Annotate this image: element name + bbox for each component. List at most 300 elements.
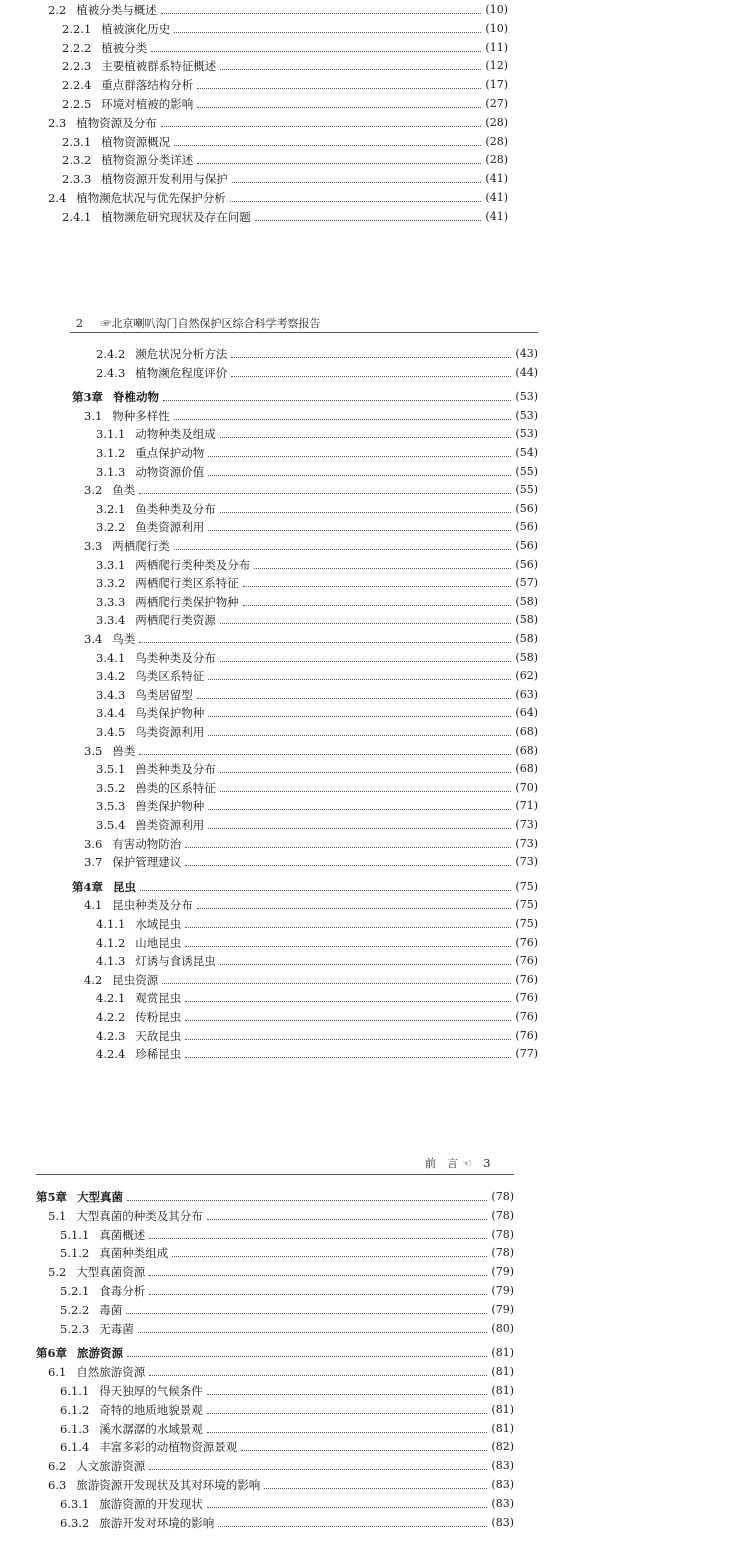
toc-entry [96,593,538,611]
toc-entry-number: 4.1.2 [96,935,126,950]
running-head-right [425,1154,490,1174]
toc-entry-title: 植被分类与概述 [76,3,157,17]
page-number: 2 [76,317,83,330]
toc-entry-number: 6.3.2 [60,1515,90,1530]
dot-leader [126,1312,487,1314]
toc-entry [96,500,538,518]
toc-entry-page: (76) [515,991,538,1005]
toc-entry [96,667,538,685]
toc-entry-page: (53) [515,408,538,422]
toc-entry-number: 5.1 [48,1208,67,1223]
toc-entry-title: 鱼类资源利用 [135,520,205,535]
toc-entry-page: (73) [515,836,538,850]
toc-entry-title: 人文旅游资源 [76,1459,146,1474]
dot-leader [185,1038,511,1040]
pointing-hand-icon: ☞ [100,317,112,330]
dot-leader [207,1412,488,1414]
toc-entry-title: 植物资源分类详述 [101,153,194,168]
toc-entry-number: 2.4 [48,191,67,205]
toc-entry-number: 4.1.1 [96,917,126,931]
toc-entry [48,1476,514,1494]
toc-entry [48,114,508,132]
toc-entry-title: 无毒菌 [99,1321,134,1336]
toc-entry-page: (57) [515,576,538,590]
toc-entry-title: 奇特的地质地貌景观 [99,1402,203,1417]
toc-entry-page: (76) [515,954,538,968]
toc-entry-page: (56) [515,501,538,515]
toc-entry-number: 3.2.2 [96,520,126,535]
toc-entry-page: (76) [515,972,538,986]
toc-entry [96,345,538,363]
toc-entry [62,20,508,38]
dot-leader [149,1374,487,1376]
toc-entry-number: 6.1.4 [60,1440,90,1455]
toc-entry-page: (28) [485,134,508,148]
toc-entry-title: 脊椎动物 [113,390,160,405]
toc-entry-number: 6.3.1 [60,1496,90,1511]
toc-entry-page: (73) [515,855,538,869]
toc-entry [96,518,538,536]
dot-leader [162,982,511,984]
dot-leader [220,771,512,773]
toc-entry [96,444,538,462]
dot-leader [149,1237,487,1239]
toc-entry [60,1420,514,1438]
toc-entry-number: 3.1.3 [96,464,126,479]
toc-entry-number: 3.3 [84,539,103,553]
toc-entry [96,816,538,834]
toc-entry-page: (76) [515,1028,538,1042]
toc-entry-page: (78) [491,1208,514,1222]
toc-entry-page: (78) [491,1246,514,1260]
toc-entry [48,1363,514,1381]
toc-entry-title: 兽类种类及分布 [135,762,216,777]
toc-entry-title: 动物资源价值 [135,464,205,479]
toc-entry-title: 两栖爬行类 [112,539,170,553]
toc-entry-title: 真菌种类组成 [99,1246,169,1261]
toc-entry-page: (55) [515,483,538,497]
toc-entry-page: (58) [515,594,538,608]
dot-leader [241,1449,487,1451]
toc-entry-title: 物种多样性 [112,408,170,423]
dot-leader [149,1274,487,1276]
toc-entry-page: (81) [491,1346,514,1360]
toc-entry-number: 4.2 [84,972,103,987]
toc-entry-page: (81) [491,1365,514,1379]
toc-entry-page: (73) [515,818,538,831]
dot-leader [185,1056,511,1058]
toc-entry [62,133,508,151]
toc-entry [60,1301,514,1319]
toc-entry [60,1282,514,1300]
toc-entry [62,57,508,75]
dot-leader [220,511,512,513]
toc-entry-number: 3.5.1 [96,762,126,777]
dot-leader [230,200,482,202]
toc-entry-page: (56) [515,557,538,571]
toc-entry-title: 传粉昆虫 [135,1010,182,1024]
toc-entry-title: 鸟类 [112,632,136,646]
dot-leader [151,50,481,52]
toc-entry [60,1226,514,1244]
toc-entry-title: 昆虫种类及分布 [112,898,193,913]
toc-entry-page: (79) [491,1284,514,1297]
toc-chapter-entry [36,1344,514,1362]
toc-entry-page: (80) [491,1321,514,1335]
toc-entry-title: 植被分类 [101,40,148,55]
toc-entry-number: 6.1.3 [60,1421,90,1436]
toc-entry [96,797,538,815]
toc-entry-title: 环境对植被的影响 [101,97,194,111]
toc-entry-title: 重点群落结构分析 [101,78,194,93]
toc-entry-page: (76) [515,1010,538,1023]
toc-entry-page: (83) [491,1515,514,1529]
toc-entry-number: 3.1 [84,408,103,423]
dot-leader [220,790,512,792]
toc-entry-number: 3.4.4 [96,706,126,721]
dot-leader [197,907,512,909]
toc-entry-title: 昆虫 [113,879,137,894]
toc-entry [96,760,538,778]
toc-entry-title: 植物资源开发利用与保护 [101,172,228,187]
toc-entry-title: 得天独厚的气候条件 [99,1384,203,1398]
toc-entry-number: 2.2.5 [62,97,92,111]
toc-entry-number: 3.4.2 [96,669,126,684]
toc-entry-title: 鸟类居留型 [135,687,193,702]
toc-entry-title: 植物濒危研究现状及存在问题 [101,209,251,224]
toc-entry-page: (68) [515,725,538,738]
toc-entry-number: 2.3 [48,115,67,130]
dot-leader [254,567,511,569]
toc-entry-number: 2.3.2 [62,153,92,168]
toc-entry [84,630,538,648]
toc-entry-page: (56) [515,520,538,534]
page-number: 3 [483,1157,491,1170]
toc-entry-title: 大型真菌资源 [76,1265,146,1280]
toc-entry-page: (28) [485,153,508,167]
toc-entry-title: 毒菌 [99,1302,123,1317]
toc-entry-title: 鸟类保护物种 [135,706,205,721]
toc-entry-page: (78) [491,1190,514,1203]
toc-entry-title: 兽类资源利用 [135,818,205,832]
toc-entry-title: 山地昆虫 [135,935,182,950]
dot-leader [197,697,512,699]
toc-entry [84,835,538,853]
toc-entry-page: (53) [515,390,538,404]
dot-leader [163,399,511,401]
toc-entry-number: 第6章 [36,1346,68,1361]
toc-entry-title: 鱼类 [112,483,136,498]
toc-entry [60,1495,514,1513]
toc-entry-number: 3.2 [84,483,103,498]
toc-entry [96,934,538,952]
toc-entry-title: 兽类保护物种 [135,799,205,814]
dot-leader [208,827,511,829]
toc-entry-number: 4.2.1 [96,991,126,1006]
section-title: 前 言 [425,1157,458,1170]
toc-entry-number: 第3章 [72,390,104,405]
dot-leader [208,715,511,717]
toc-entry [84,853,538,871]
toc-entry-number: 3.1.2 [96,446,126,460]
toc-entry-number: 6.1.2 [60,1402,90,1417]
toc-entry-title: 旅游资源开发现状及其对环境的影响 [76,1478,261,1492]
dot-leader [218,1525,487,1527]
dot-leader [255,219,482,221]
toc-entry-title: 鸟类资源利用 [135,725,205,739]
toc-entry [84,537,538,555]
toc-entry-number: 2.4.2 [96,347,126,361]
toc-entry-page: (77) [515,1047,538,1061]
toc-entry [48,1263,514,1281]
toc-entry [60,1244,514,1262]
dot-leader [149,1468,487,1470]
toc-entry-title: 植被演化历史 [101,21,171,36]
toc-entry-number: 4.2.4 [96,1047,126,1062]
dot-leader [220,622,512,624]
toc-entry-page: (83) [491,1459,514,1473]
toc-entry-number: 第4章 [72,879,104,894]
pointing-hand-left-icon: ☜ [462,1157,472,1170]
dot-leader [185,926,511,928]
toc-entry [62,151,508,169]
toc-entry-number: 2.4.1 [62,209,92,224]
dot-leader [185,846,511,848]
toc-entry-title: 两栖爬行类区系特征 [135,576,239,591]
dot-leader [197,162,481,164]
dot-leader [185,1000,511,1002]
dot-leader [174,548,512,550]
toc-entry-number: 3.3.3 [96,594,126,609]
toc-entry-title: 天敌昆虫 [135,1028,182,1043]
toc-entry-number: 6.2 [48,1459,67,1474]
toc-entry-number: 3.5 [84,743,103,758]
toc-entry-page: (10) [485,3,508,16]
toc-entry-number: 5.2.2 [60,1302,90,1317]
toc-entry-title: 观赏昆虫 [135,991,182,1006]
toc-entry-number: 3.6 [84,836,103,851]
toc-entry-title: 重点保护动物 [135,446,205,460]
dot-leader [185,864,511,866]
toc-entry-page: (17) [485,78,508,92]
toc-entry [96,425,538,443]
toc-entry-page: (58) [515,632,538,645]
toc-entry-title: 旅游资源的开发现状 [99,1496,203,1511]
toc-entry-title: 食毒分析 [99,1284,146,1298]
dot-leader [185,945,511,947]
toc-entry [62,76,508,94]
toc-entry [84,896,538,914]
toc-entry [96,611,538,629]
toc-entry-number: 4.2.3 [96,1028,126,1043]
toc-entry-title: 动物种类及组成 [135,427,216,442]
toc-entry-page: (79) [491,1265,514,1279]
dot-leader [174,418,512,420]
toc-entry-number: 4.2.2 [96,1010,126,1024]
toc-entry-title: 旅游资源 [77,1346,124,1361]
dot-leader [220,660,512,662]
toc-entry [48,1457,514,1475]
toc-entry-number: 3.4.3 [96,687,126,702]
toc-entry-title: 两栖爬行类保护物种 [135,594,239,609]
dot-leader [208,474,511,476]
toc-entry-number: 5.1.2 [60,1246,90,1261]
dot-leader [127,1355,487,1357]
toc-entry-number: 6.1 [48,1365,67,1380]
dot-leader [140,889,511,891]
dot-leader [207,1393,488,1395]
toc-entry [60,1401,514,1419]
toc-entry [62,39,508,57]
dot-leader [207,1506,488,1508]
dot-leader [208,529,511,531]
toc-entry-title: 主要植被群系特征概述 [101,59,217,74]
dot-leader [149,1293,487,1295]
dot-leader [174,31,481,33]
dot-leader [161,12,482,14]
toc-entry-number: 2.2 [48,3,67,17]
toc-entry [48,189,508,207]
toc-entry-number: 3.7 [84,855,103,870]
toc-entry [84,742,538,760]
toc-entry-number: 2.2.1 [62,21,92,36]
toc-entry [60,1514,514,1532]
toc-entry-number: 3.5.4 [96,818,126,832]
toc-entry-page: (11) [485,40,508,54]
toc-entry-page: (70) [515,780,538,794]
toc-entry-number: 第5章 [36,1190,68,1204]
toc-entry [60,1320,514,1338]
book-title: 北京喇叭沟门自然保护区综合科学考察报告 [111,317,321,330]
toc-entry-number: 3.1.1 [96,427,126,442]
toc-entry [60,1438,514,1456]
toc-entry-number: 5.2.3 [60,1321,90,1336]
toc-entry-page: (78) [491,1227,514,1241]
toc-entry-title: 溪水潺潺的水域景观 [99,1421,203,1436]
toc-entry-number: 3.3.2 [96,576,126,591]
toc-entry-page: (43) [515,347,538,360]
toc-entry-number: 2.2.3 [62,59,92,74]
toc-entry-title: 鱼类种类及分布 [135,501,216,516]
toc-entry-title: 大型真菌 [77,1190,124,1204]
toc-entry-page: (44) [515,365,538,379]
toc-entry [60,1382,514,1400]
toc-entry-number: 3.4.1 [96,650,126,665]
toc-entry-number: 4.1 [84,898,103,913]
dot-leader [208,808,511,810]
dot-leader [220,436,512,438]
toc-entry-page: (53) [515,427,538,441]
toc-entry-page: (56) [515,539,538,552]
toc-entry-page: (41) [485,191,508,204]
toc-entry-title: 两栖爬行类资源 [135,613,216,628]
dot-leader [243,604,512,606]
dot-leader [197,106,481,108]
toc-entry-number: 5.1.1 [60,1227,90,1242]
toc-entry-title: 植物资源及分布 [76,115,157,130]
toc-entry-page: (41) [485,209,508,223]
toc-entry-page: (76) [515,935,538,949]
toc-entry-page: (41) [485,172,508,186]
toc-entry-title: 植物濒危程度评价 [135,365,228,380]
toc-entry-number: 3.4 [84,632,103,646]
toc-entry [96,779,538,797]
dot-leader [208,734,511,736]
toc-entry-page: (82) [491,1440,514,1454]
dot-leader [197,87,481,89]
toc-entry [96,686,538,704]
dot-leader [208,455,511,457]
toc-entry-page: (81) [491,1384,514,1397]
toc-entry [96,1045,538,1063]
dot-leader [264,1487,487,1489]
toc-entry-page: (58) [515,650,538,664]
toc-entry [96,915,538,933]
dot-leader [208,678,511,680]
toc-entry [48,1,508,19]
toc-entry-title: 有害动物防治 [112,836,182,851]
toc-entry-number: 6.3 [48,1478,67,1492]
toc-entry-number: 3.4.5 [96,725,126,739]
dot-leader [174,144,481,146]
toc-entry-title: 保护管理建议 [112,855,182,870]
toc-entry-number: 5.2.1 [60,1284,90,1298]
dot-leader [139,492,511,494]
toc-entry-number: 2.3.3 [62,172,92,187]
toc-entry-page: (12) [485,59,508,73]
toc-entry-page: (81) [491,1421,514,1435]
header-rule [36,1174,514,1175]
toc-entry-number: 2.4.3 [96,365,126,380]
toc-entry-page: (28) [485,115,508,129]
toc-entry-title: 濒危状况分析方法 [135,347,228,361]
toc-entry-title: 兽类的区系特征 [135,780,216,795]
dot-leader [231,356,511,358]
toc-entry-number: 2.2.4 [62,78,92,93]
toc-entry-title: 昆虫资源 [112,972,159,987]
dot-leader [231,375,511,377]
toc-entry [96,952,538,970]
toc-entry-title: 大型真菌的种类及其分布 [76,1208,203,1223]
toc-entry [62,170,508,188]
dot-leader [185,1019,511,1021]
toc-entry-title: 灯诱与食诱昆虫 [135,954,216,969]
toc-entry-title: 珍稀昆虫 [135,1047,182,1062]
dot-leader [207,1218,488,1220]
dot-leader [138,1331,488,1333]
toc-entry-page: (27) [485,97,508,110]
dot-leader [139,753,511,755]
toc-entry-page: (75) [515,898,538,912]
toc-entry [96,1027,538,1045]
toc-entry-title: 丰富多彩的动植物资源景观 [99,1440,238,1455]
toc-entry-title: 植物资源概况 [101,134,171,149]
toc-entry-page: (10) [485,21,508,35]
toc-entry-page: (58) [515,613,538,627]
toc-entry-title: 两栖爬行类种类及分布 [135,557,251,572]
toc-entry-page: (68) [515,762,538,776]
toc-entry [96,723,538,741]
toc-entry-number: 3.5.3 [96,799,126,814]
toc-entry-number: 3.2.1 [96,501,126,516]
toc-entry-title: 自然旅游资源 [76,1365,146,1380]
dot-leader [139,641,511,643]
toc-entry [84,481,538,499]
toc-entry-page: (83) [491,1478,514,1491]
toc-entry-number: 3.3.1 [96,557,126,572]
toc-entry-number: 5.2 [48,1265,67,1280]
toc-entry-number: 6.1.1 [60,1384,90,1398]
